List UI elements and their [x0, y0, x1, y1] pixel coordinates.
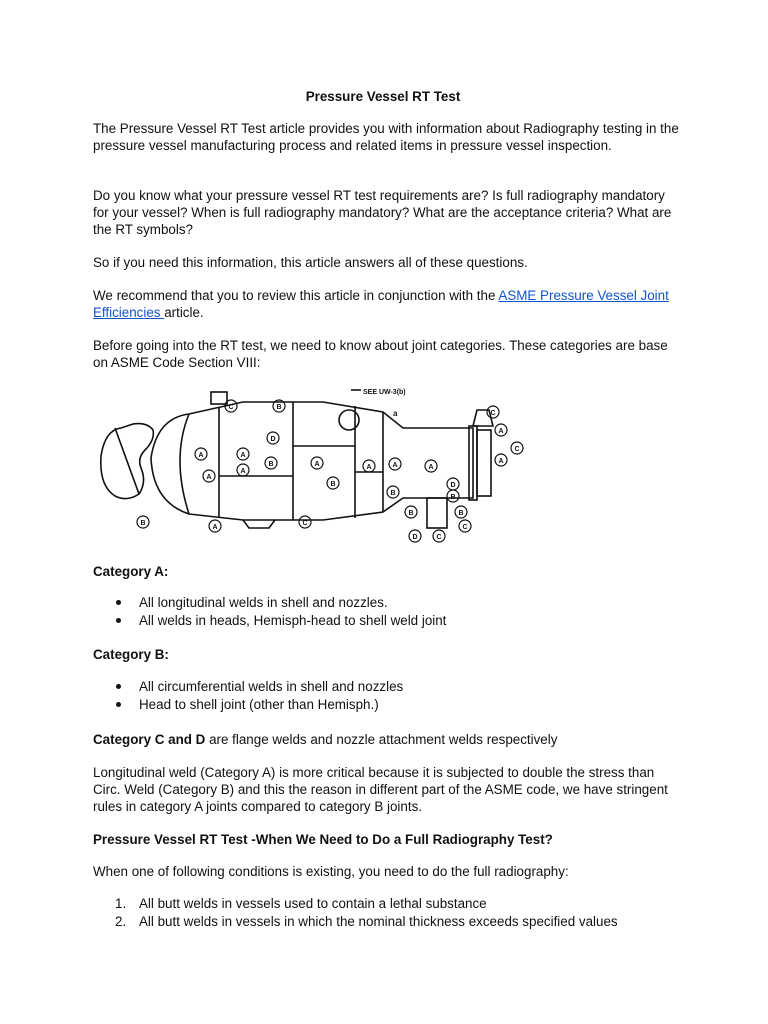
label-b: B — [140, 520, 146, 527]
list-text: All butt welds in vessels in which the nominal thickness exceeds specified values — [139, 914, 618, 929]
list-item: All longitudinal welds in shell and nozzles. — [93, 594, 683, 612]
category-a-list — [93, 594, 683, 630]
label-b: B — [276, 404, 282, 411]
intro-paragraph: The Pressure Vessel RT Test article provides you with information about Radiography testing in the pressure vessel manufacturing process and related items in pressure vessel inspection. — [93, 121, 679, 153]
label-c: C — [462, 524, 468, 531]
label-d: D — [270, 436, 276, 443]
label-a: A — [498, 458, 504, 465]
list-item — [93, 895, 683, 913]
joint-category-diagram — [93, 386, 533, 550]
label-c: C — [228, 404, 234, 411]
list-number: 2. — [115, 914, 127, 929]
label-a: A — [314, 461, 320, 468]
label-d: D — [412, 534, 418, 541]
vessel-shell-outline — [151, 402, 473, 520]
category-a-heading — [93, 563, 683, 580]
top-nozzle-1 — [211, 392, 227, 404]
answers-paragraph: So if you need this information, this article answers all of these questions. — [93, 255, 528, 270]
category-cd-paragraph — [93, 731, 683, 748]
full-rt-heading — [93, 831, 683, 848]
label-b: B — [330, 481, 336, 488]
recommend-before: We recommend that you to review this article in conjunction with the — [93, 288, 499, 303]
label-b: B — [390, 490, 396, 497]
category-b-list — [93, 678, 683, 714]
label-a: A — [206, 474, 212, 481]
label-b: B — [408, 510, 414, 517]
label-a: A — [198, 452, 204, 459]
label-c: C — [436, 534, 442, 541]
list-text: All butt welds in vessels used to contain a lethal substance — [139, 896, 487, 911]
category-b-heading-text: Category B: — [93, 647, 169, 662]
label-b: B — [458, 510, 464, 517]
bottom-nozzle-2 — [427, 498, 447, 528]
head-section-weld — [115, 428, 139, 494]
label-a: A — [240, 452, 246, 459]
label-c: C — [490, 410, 496, 417]
diagram-note-mark: a — [393, 409, 398, 418]
conditions-list — [93, 895, 683, 931]
category-b-heading — [93, 646, 683, 663]
recommend-paragraph — [93, 287, 683, 321]
label-a: A — [392, 462, 398, 469]
list-number: 1. — [115, 896, 127, 911]
categories-intro-paragraph: Before going into the RT test, we need to know about joint categories. These categories are base on ASME Code Section VIII: — [93, 338, 668, 370]
asme-joint-efficiencies-link[interactable]: ASME Pressure Vessel Joint Efficiencies — [93, 288, 669, 320]
full-rt-intro: When one of following conditions is existing, you need to do the full radiography: — [93, 864, 569, 879]
head-weld-line — [180, 414, 189, 514]
category-cd-bold: Category C and D — [93, 732, 206, 747]
recommend-after: article. — [164, 305, 204, 320]
bottom-nozzle-1 — [243, 520, 275, 528]
diagram-note: SEE UW-3(b) — [363, 389, 406, 396]
list-item: All circumferential welds in shell and nozzles — [93, 678, 683, 696]
label-a: A — [498, 428, 504, 435]
label-d: D — [450, 482, 456, 489]
top-nozzle-2 — [339, 410, 359, 430]
label-c: C — [514, 446, 520, 453]
page-title: Pressure Vessel RT Test — [305, 89, 461, 104]
category-cd-rest: are flange welds and nozzle attachment welds respectively — [205, 732, 558, 747]
category-a-heading-text: Category A: — [93, 564, 169, 579]
end-cap — [477, 430, 491, 496]
label-b: B — [450, 494, 456, 501]
list-item: Head to shell joint (other than Hemisph.) — [93, 696, 683, 714]
longitudinal-paragraph: Longitudinal weld (Category A) is more critical because it is subjected to double the stress than Circ. Weld (Category B) and this the reason in different part of the ASME code, we have stringent rules in category A joints compared to category B joints. — [93, 765, 668, 814]
label-a: A — [240, 468, 246, 475]
list-item — [93, 913, 683, 931]
list-item: All welds in heads, Hemisph-head to shell weld joint — [93, 612, 683, 630]
full-rt-heading-text: Pressure Vessel RT Test -When We Need to Do a Full Radiography Test? — [93, 832, 553, 847]
label-a: A — [212, 524, 218, 531]
label-b: B — [268, 461, 274, 468]
label-c: C — [302, 520, 308, 527]
label-a: A — [428, 464, 434, 471]
questions-paragraph: Do you know what your pressure vessel RT test requirements are? Is full radiography mandatory for your vessel? When is full radiography mandatory? What are the acceptance criteria? What are the RT symbols? — [93, 188, 672, 237]
label-a: A — [366, 464, 372, 471]
